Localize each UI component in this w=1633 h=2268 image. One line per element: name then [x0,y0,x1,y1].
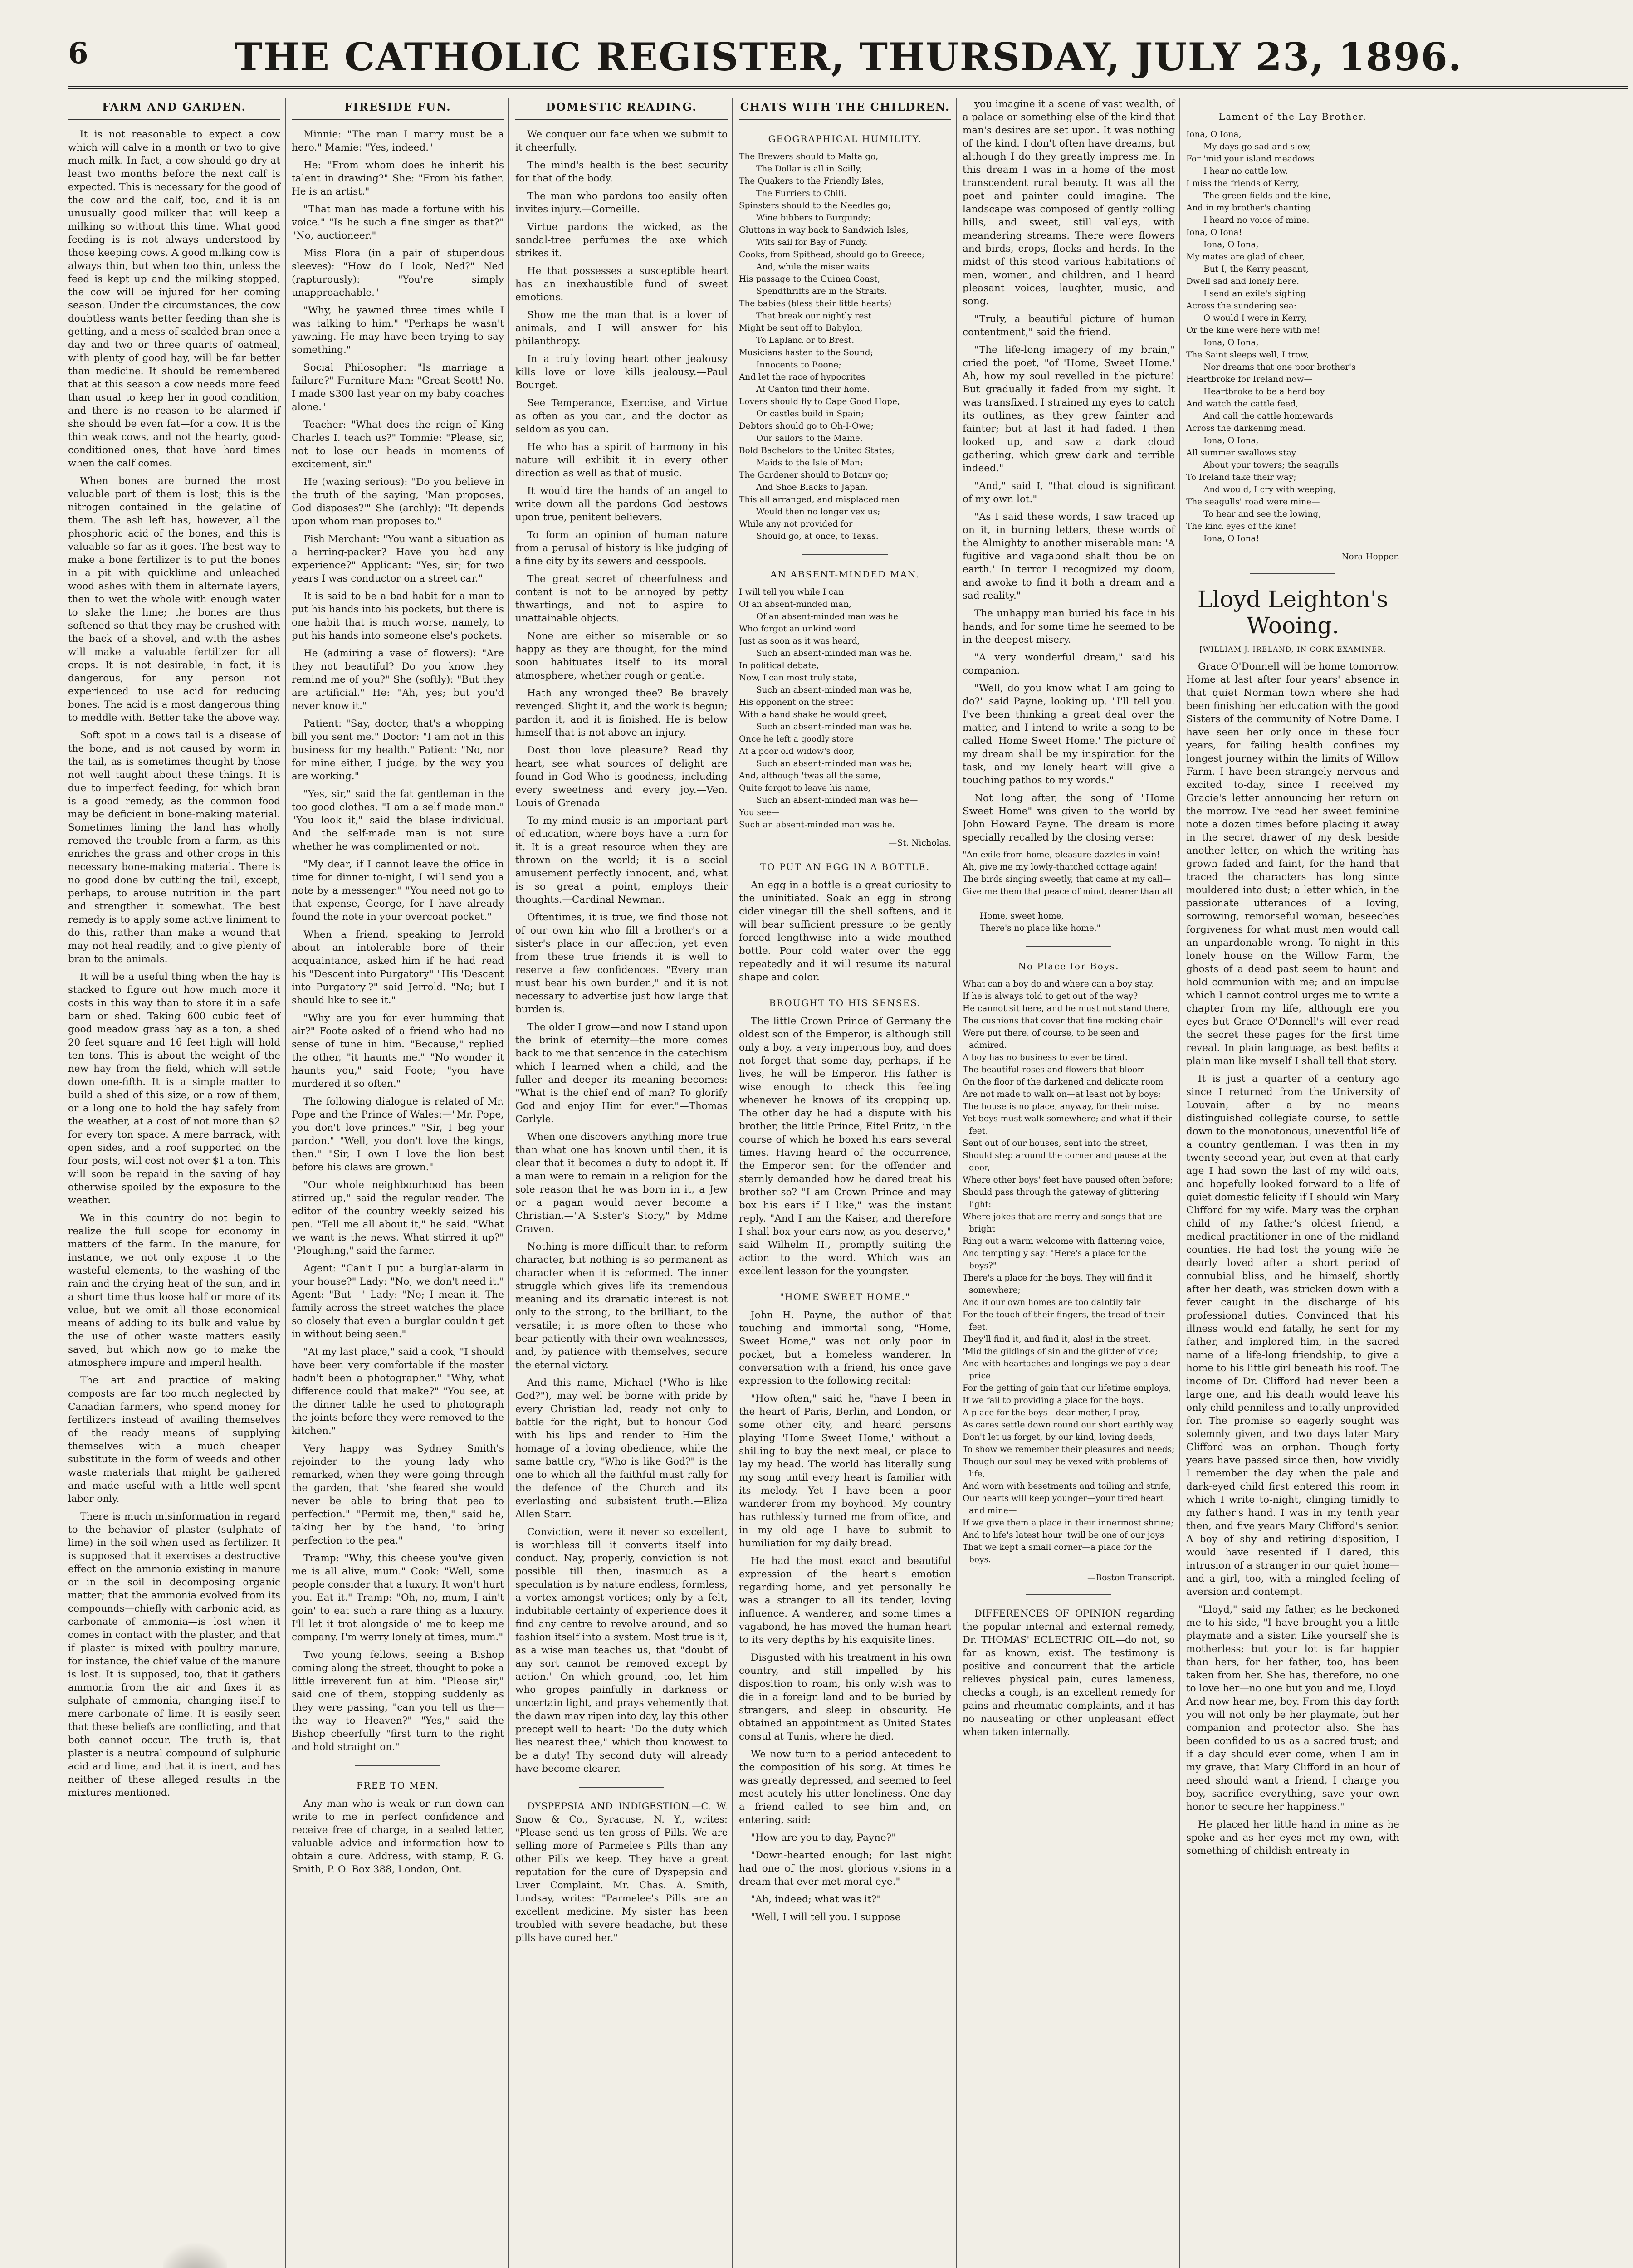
article-paragraph: Disgusted with his treatment in his own country, and still impelled by his disposition to roam, his only wish was to die in a foreign land and to be buried by strangers, and sleep in obscurity. He obtained an appointment as United States consul at Tunis, where he died. [739,1652,951,1742]
article-paragraph: To form an opinion of human nature from a perusal of history is like judging of a fine city by its sewers and cesspools. [515,529,728,567]
poem-line: Iona, O Iona, [1186,130,1242,139]
article-paragraph: It is said to be a bad habit for a man to put his hands into his pockets, but there is one habit that is much worse, namely, to put his hands into someone else's pockets. [292,591,504,641]
poem-line: Were put there, of course, to be seen and admired. [963,1028,1139,1050]
poem-line: Such an absent-minded man was he. [739,820,895,830]
article-paragraph: When a friend, speaking to Jerrold about an intolerable bore of their acquaintance, asked him if he had read his "Descent into Purgatory" "His 'Descent into Purgatory'?" said Jerrold. "No; but I should like to see it." [292,929,504,1006]
poem-line: But I, the Kerry peasant, [1203,264,1309,274]
page-number: 6 [68,36,88,70]
column-farm-and-garden [68,98,286,2268]
article-paragraph: The older I grow—and now I stand upon the brink of eternity—the more comes back to me that sentence in the catechism which I learned when a child, and the fuller and deeper its meaning becomes: "What is the chief end of man? To glorify God and enjoy Him for ever."—Thomas Carlyle. [515,1022,728,1125]
article-paragraph: We conquer our fate when we submit to it cheerfully. [515,129,728,153]
poem-title: GEOGRAPHICAL HUMILITY. [768,133,922,144]
poem-title: No Place for Boys. [1018,961,1120,972]
poem-line: They'll find it, and find it, alas! in the street, [963,1334,1151,1344]
poem-line: And, while the miser waits [756,262,870,272]
poem-line: Yet boys must walk somewhere; and what if their feet, [963,1114,1173,1136]
poem-line: The babies (bless their little hearts) [739,299,892,308]
article-paragraph: It will be a useful thing when the hay is stacked to figure out how much more it costs in this way than to store it in a safe barn or shed. Taking 600 cubic feet of good meadow grass hay as a ton, a shed 20 feet square and 16 feet high will hold ten tons. This is about the weight of the new hay from the field, which will settle down one-fifth. It is a simple matter to build a shed of this size, or a row of them, or a long one to hold the hay safely from the weather, at a cost of not more than $2 for every ton space. A mere barrack, with open sides, and a roof supported on the four posts, will cost not over $1 a ton. This will soon be repaid in the saving of hay otherwise spoiled by the exposure to the weather. [68,971,280,1206]
article-paragraph: Minnie: "The man I marry must be a hero." Mamie: "Yes, indeed." [292,129,504,153]
article-paragraph: "Why are you for ever humming that air?" Foote asked of a friend who had no sense of tune in him. "Because," replied the other, "it haunts me." "No wonder it haunts you," said Foote; "you have murdered it so often." [292,1012,504,1090]
poem-line: What can a boy do and where can a boy stay, [963,979,1154,989]
poem-line: Wine bibbers to Burgundy; [756,213,871,223]
sub-heading: FREE TO MEN. [356,1780,440,1791]
poem-line: Iona, O Iona! [1186,228,1242,237]
poem-line: Of an absent-minded man was he [756,612,898,621]
divider [1250,573,1335,574]
poem-line: I miss the friends of Kerry, [1186,179,1300,188]
poem-line: Such an absent-minded man was he, [756,685,912,695]
poem-line: Iona, O Iona, [1203,338,1259,347]
article-paragraph: Virtue pardons the wicked, as the sandal-tree perfumes the axe which strikes it. [515,221,728,259]
poem-line: I hear no cattle low. [1203,166,1288,176]
poem-line: O would I were in Kerry, [1203,313,1307,323]
column-fireside-fun [292,98,509,2268]
article-paragraph: Hath any wronged thee? Be bravely revenged. Slight it, and the work is begun; pardon it, and it is finished. He is below himself that is not above an injury. [515,688,728,738]
poem-line: My mates are glad of cheer, [1186,252,1305,262]
poem-line: Debtors should go to Oh-I-Owe; [739,421,874,431]
story-title: Lloyd Leighton's Wooing. [1197,586,1389,639]
divider [802,554,887,555]
poem-line: Where other boys' feet have paused often before; [963,1175,1173,1185]
article-body [515,128,728,1775]
poem-line: Should step around the corner and pause at the door, [963,1151,1167,1173]
divider [355,1765,440,1766]
poem-line: That we kept a small corner—a place for the boys. [963,1543,1152,1564]
poem-line: To Ireland take their way; [1186,473,1296,482]
article-paragraph: And this name, Michael ("Who is like God?"), may well be borne with pride by every Christian lad, ready not only to battle for the right, but to honour God with his lips and render to Him the homage of a loving obedience, while the same battle cry, "Who is like God?" is the one to which all the faithful must rally for the defence of the Church and its everlasting and subsistent truth.—Eliza Allen Starr. [515,1377,728,1520]
column-lament-and-story [1186,98,1404,2268]
poem-line: And worn with besetments and toiling and strife, [963,1481,1172,1491]
article-body [292,128,504,1754]
article-body [1186,660,1399,1857]
article-paragraph: The man who pardons too easily often invites injury.—Corneille. [515,191,728,215]
article-paragraph: To my mind music is an important part of education, where boys have a turn for it. It is a great resource when they are thrown on the world; it is a social amusement perfectly innocent, and, what is so great a point, employs their thoughts.—Cardinal Newman. [515,815,728,905]
poem-line: Or the kine were here with me! [1186,326,1320,335]
poem-line: The cushions that cover that fine rocking chair [963,1016,1163,1026]
poem-line: The seagulls' road were mine— [1186,497,1320,507]
poem-line: For the getting of gain that our lifetime employs, [963,1383,1171,1393]
article-paragraph: Oftentimes, it is true, we find those not of our own kin who fill a brother's or a sister's place in our affection, yet even from these true friends it is well to reserve a few confidences. "Every man must bear his own burden," and it is not necessary to advertise just how large that burden is. [515,912,728,1015]
section-heading: DOMESTIC READING. [515,98,728,120]
article-paragraph: "Our whole neighbourhood has been stirred up," said the regular reader. The editor of the country weekly seized his pen. "Tell me all about it," he said. "What we want is the news. What stirred it up?" "Ploughing," said the farmer. [292,1179,504,1256]
column-home-sweet-home-cont [963,98,1180,2268]
poem-line: Across the darkening mead. [1186,424,1306,433]
poem-line: And with heartaches and longings we pay a dear price [963,1359,1170,1381]
poem-line: About your towers; the seagulls [1203,460,1339,470]
poem-line: Ring out a warm welcome with flattering voice, [963,1237,1165,1246]
article-paragraph: Tramp: "Why, this cheese you've given me is all alive, mum." Cook: "Well, some people consider that a luxury. It won't hurt you. Eat it." Tramp: "Oh, no, mum, I ain't goin' to eat such a rare thing as a luxury. I'll let it trot alongside o' me to keep me company. I'm werry lonely at times, mum." [292,1553,504,1643]
article-paragraph: Fish Merchant: "You want a situation as a herring-packer? Have you had any experience?" Applicant: "Yes, sir; for two years I was conductor on a street car." [292,533,504,584]
poem-line: The kind eyes of the kine! [1186,522,1297,531]
poem-line: There's no place like home." [980,924,1101,933]
article-paragraph: He (waxing serious): "Do you believe in the truth of the saying, 'Man proposes, God disposes?'" She (archly): "It depends upon whom man proposes to." [292,476,504,527]
poem-line: The birds singing sweetly, that came at my call— [963,875,1171,884]
poem-line: Where jokes that are merry and songs that are bright [963,1212,1162,1234]
article-paragraph: He (admiring a vase of flowers): "Are they not beautiful? Do you know they remind me of you?" She (softly): "But they are artificial." He: "Ah, yes; but you'd never know it." [292,648,504,712]
article-paragraph: The following dialogue is related of Mr. Pope and the Prince of Wales:—"Mr. Pope, you don't love princes." "Sir, I beg your pardon." "Well, you don't love the kings, then." "Sir, I own I love the lion best before his claws are grown." [292,1096,504,1173]
article-paragraph: He: "From whom does he inherit his talent in drawing?" She: "From his father. He is an artist." [292,160,504,197]
poem-line: At a poor old widow's door, [739,747,855,756]
column-domestic-reading [515,98,733,2268]
poem-line: All summer swallows stay [1186,448,1296,458]
poem-line: Give me them that peace of mind, dearer than all— [963,887,1173,909]
poem-line: Dwell sad and lonely here. [1186,277,1299,286]
article-paragraph: "Truly, a beautiful picture of human contentment," said the friend. [963,313,1175,338]
poem-line: Nor dreams that one poor brother's [1203,362,1356,372]
poem [963,978,1175,1566]
sub-heading: "HOME SWEET HOME." [779,1291,911,1302]
poem-line: While any not provided for [739,519,853,529]
article-paragraph: "A very wonderful dream," said his companion. [963,652,1175,676]
article-paragraph: He placed her little hand in mine as he spoke and as her eyes met my own, with something of childish entreaty in [1186,1819,1399,1857]
poem-line: And in my brother's chanting [1186,203,1311,213]
article-body [963,98,1175,844]
column-chats-with-children [739,98,957,2268]
poem-line: To hear and see the lowing, [1203,509,1321,519]
poem-line: Now, I can most truly state, [739,673,857,683]
poem-line: Musicians hasten to the Sound; [739,348,873,357]
poem-line: Of an absent-minded man, [739,600,851,609]
article-paragraph: "Well, do you know what I am going to do?" said Payne, looking up. "I'll tell you. I've been thinking a great deal over the matter, and I intend to write a song to be called 'Home Sweet Home.' The picture of my dream shall be my inspiration for the task, and my lonely heart will give a touching pathos to my words." [963,683,1175,786]
poem-line: For the touch of their fingers, the tread of their feet, [963,1310,1165,1332]
poem-line: And, although 'twas all the same, [739,771,881,781]
article-paragraph: "As I said these words, I saw traced up on it, in burning letters, these words of the Almighty to another miserable man: 'A fugitive and vagabond shalt thou be on earth.' In terror I recognized my doom, and awoke to find it both a dream and a sad reality." [963,511,1175,601]
poem-line: Once he left a goodly store [739,734,854,744]
divider [579,1787,664,1788]
article-paragraph: The unhappy man buried his face in his hands, and for some time he seemed to be in the deepest misery. [963,608,1175,645]
poem-line: Might be sent off to Babylon, [739,323,863,333]
article-paragraph: There is much misinformation in regard to the behavior of plaster (sulphate of lime) in the soil when used as fertilizer. It is supposed that it exercises a destructive effect on the ammonia existing in manure or in the soil in decomposing organic matter; that the ammonia evolved from its compounds—chiefly with carbonic acid, as carbonate of ammonia—is lost when it comes in contact with the plaster, and that if plaster is mixed with poultry manure, for instance, the chief value of the manure is lost. It is supposed, too, that it gathers ammonia from the air and fixes it as sulphate of ammonia, changing itself to mere carbonate of lime. It is easily seen that these beliefs are conflicting, and that both cannot occur. The truth is, that plaster is a neutral compound of sulphuric acid and lime, and that it is inert, and has neither of these alleged results in the mixtures mentioned. [68,1511,280,1799]
article-paragraph: "At my last place," said a cook, "I should have been very comfortable if the master hadn't been a photographer." "Why, what difference could that make?" "You see, at the dinner table he used to photograph the joints before they were removed to the kitchen." [292,1346,504,1437]
poem-line: If he is always told to get out of the way? [963,992,1138,1001]
poem-line: I heard no voice of mine. [1203,215,1310,225]
poem-line: Bold Bachelors to the United States; [739,446,895,455]
poem-line: Or castles build in Spain; [756,409,864,419]
section-heading: FARM AND GARDEN. [68,98,280,120]
article-paragraph: "My dear, if I cannot leave the office in time for dinner to-night, I will send you a note by a messenger." "You need not go to that expense, George, for I have already found the note in your overcoat pocket." [292,859,504,923]
poem-line: Wits sail for Bay of Fundy. [756,238,868,247]
article-paragraph: Conviction, were it never so excellent, is worthless till it converts itself into conduct. Nay, properly, conviction is not possible till then, inasmuch as a speculation is by nature endless, formless, a vortex amongst vortices; only by a felt, indubitable certainty of experience does it find any centre to revolve around, and so fashion itself into a system. Most true is it, as a wise man teaches us, that "doubt of any sort cannot be removed except by action." On which ground, too, let him who gropes painfully in darkness or uncertain light, and prays vehemently that the dawn may ripen into day, lay this other precept well to heart: "Do the duty which lies nearest thee," which thou knowest to be a duty! Thy second duty will already have become clearer. [515,1526,728,1774]
poem-line: Iona, O Iona, [1203,240,1259,249]
article-paragraph: When one discovers anything more true than what one has known until then, it is clear that it becomes a duty to adopt it. If a man were to remain in a religion for the sole reason that he was born in it, a Jew or a pagan would never become a Christian.—"A Sister's Story," by Mdme Craven. [515,1131,728,1235]
poem-line: As cares settle down round our short earthly way, [963,1420,1175,1430]
article-paragraph: Agent: "Can't I put a burglar-alarm in your house?" Lady: "No; we don't need it." Agent: "But—" Lady: "No; I mean it. The family across the street watches the place so closely that even a burglar couldn't get in without being seen." [292,1263,504,1340]
poem-line: Spinsters should to the Needles go; [739,201,891,210]
article-paragraph: We now turn to a period antecedent to the composition of his song. At times he was greatly depressed, and seemed to feel most acutely his utter loneliness. One day a friend called to see him and, on entering, said: [739,1749,951,1826]
poem-line: And would, I cry with weeping, [1203,485,1336,494]
article-paragraph: Teacher: "What does the reign of King Charles I. teach us?" Tommie: "Please, sir, not to lose our heads in moments of excitement, sir." [292,419,504,470]
poem-line: Iona, O Iona! [1203,534,1260,543]
newspaper-page [68,18,1628,2268]
poem-line: The Gardener should to Botany go; [739,470,889,480]
article-paragraph: "The life-long imagery of my brain," cried the poet, "of 'Home, Sweet Home.' Ah, how my soul revelled in the picture! But gradually it faded from my sight. It was transfixed. I strained my eyes to catch its outlines, as they grew fainter and fainter; but at last it had faded. I then looked up, and saw a dark cloud gathering, which grew dark and terrible indeed." [963,344,1175,474]
article-paragraph: It is just a quarter of a century ago since I returned from the University of Louvain, after a by no means distinguished collegiate course, to settle down to the monotonous, uneventful life of a country gentleman. I was then in my twenty-second year, but even at that early age I had sown the last of my wild oats, and hopefully looked forward to a life of quiet domestic felicity if I should win Mary Clifford for my wife. Mary was the orphan child of my father's oldest friend, a medical practitioner in one of the midland counties. He had lost the young wife he dearly loved after a short period of connubial bliss, and he himself, shortly after her death, was stricken down with a fever caught in the discharge of his professional duties. Convinced that his illness would end fatally, he sent for my father, and implored him, in the sacred name of a life-long friendship, to give a home to his little girl beneath his roof. The income of Dr. Clifford had never been a large one, and his death would leave his only child penniless and totally unprovided for. The promise so eagerly sought was solemnly given, and two days later Mary Clifford was an orphan. Though forty years have passed since then, how vividly I remember the day when the pale and dark-eyed child first entered this room in which I write to-night, clinging timidly to my father's hand. I was in my tenth year then, and five years Mary Clifford's senior. A boy of shy and retiring disposition, I would have resented if I dared, this intrusion of a stranger in our quiet home—and a girl, too, with a mingled feeling of aversion and contempt. [1186,1073,1399,1598]
article-paragraph: The mind's health is the best security for that of the body. [515,160,728,184]
poem-line: The Saint sleeps well, I trow, [1186,350,1309,360]
article-paragraph: Miss Flora (in a pair of stupendous sleeves): "How do I look, Ned?" Ned (rapturously): "You're simply unapproachable." [292,248,504,298]
poem-line: At Canton find their home. [756,385,870,394]
poem-line: For 'mid your island meadows [1186,154,1315,164]
poem-line: Spendthrifts are in the Straits. [756,287,887,296]
poem-line: The green fields and the kine, [1203,191,1331,200]
article-paragraph: Very happy was Sydney Smith's rejoinder to the young lady who remarked, when they were going through the garden, that "she feared she would never be able to bring that pea to perfection." "Permit me, then," said he, taking her by the hand, "to bring perfection to the pea." [292,1443,504,1546]
poem-line: His passage to the Guinea Coast, [739,274,880,284]
article-paragraph: The art and practice of making composts are far too much neglected by Canadian farmers, who spend money for fertilizers instead of availing themselves of the ready means of supplying themselves with a much cheaper substitute in the form of weeds and other waste materials that might be gathered and made useful with a little well-spent labor only. [68,1375,280,1505]
poem-signature: —Nora Hopper. [1333,552,1399,562]
poem-line: Quite forgot to leave his name, [739,783,871,793]
article-paragraph: An egg in a bottle is a great curiosity to the uninitiated. Soak an egg in strong cider vinegar till the shell softens, and it will bear sufficient pressure to be gently forced lengthwise into a wide mouthed bottle. Pour cold water over the egg repeatedly and it will resume its natural shape and color. [739,880,951,983]
newspaper-title: THE CATHOLIC REGISTER, THURSDAY, JULY 23, 1896. [234,34,1462,79]
article-paragraph: Grace O'Donnell will be home tomorrow. Home at last after four years' absence in that quiet Norman town where she had been finishing her education with the good Sisters of the community of Notre Dame. I have seen her only once in these four years, for failing health confines my longest journey within the limits of Willow Farm. I have been strangely nervous and excited to-day, since I received my Gracie's letter announcing her return on the morrow. I've read her sweet feminine note a dozen times before placing it away in the secret drawer of my desk beside another letter, on which the writing has grown faded and faint, for the hand that traced the characters has long since mouldered into dust; a letter which, in the passionate utterances of a loving, sorrowing, remorseful woman, beseeches forgiveness for what must men would call an unpardonable wrong. To-night in this lonely house on the Willow Farm, the ghosts of a dead past seem to haunt and hold communion with me; and an impulse which I cannot control urges me to write a chapter from my life, although ere you eyes but Grace O'Donnell's will ever read the secret these pages for the first time reveal. In plain language, as best befits a plain man like myself I shall tell that story. [1186,661,1399,1067]
poem-line: Such an absent-minded man was he. [756,722,912,732]
article-paragraph: The little Crown Prince of Germany the oldest son of the Emperor, is although still only a boy, a very imperious boy, and does not forget that some day, perhaps, if he lives, he will be Emperor. His father is wise enough to check this feeling whenever he knows of its cropping up. The other day he had a dispute with his brother, the little Prince, Eitel Fritz, in the course of which he boxed his ears several times. Having heard of the occurrence, the Emperor sent for the offender and sternly demanded how he dared treat his brother so? "I am Crown Prince and may box his ears if I like," was the instant reply. "And I am the Kaiser, and therefore I shall box your ears now, as you deserve," said Wilhelm II., promptly suiting the action to the word. Which was an excellent lesson for the youngster. [739,1016,951,1277]
poem-line: The Quakers to the Friendly Isles, [739,176,884,186]
poem-line: The Brewers should to Malta go, [739,152,879,161]
poem-line: And Shoe Blacks to Japan. [756,483,868,492]
article-paragraph: "Ah, indeed; what was it?" [751,1894,881,1905]
poem-line: The house is no place, anyway, for their noise. [963,1102,1159,1111]
article-paragraph: Soft spot in a cows tail is a disease of the bone, and is not caused by worm in the tail, as is sometimes thought by those not well taught about these things. It is due to imperfect feeding, for which bran is a good remedy, as the common food may be deficient in bone-making material. Sometimes liming the land has wholly removed the trouble from a farm, as this enriches the grass and other crops in this necessary bone-making material. There is no good done by cutting the tail, except, perhaps, to arouse nutrition in the part and strengthen it somewhat. The best remedy is to apply some active liniment to do this, rather than make a wound that may not heal readily, and to give plenty of bran to the animals. [68,730,280,965]
article-paragraph: "Why, he yawned three times while I was talking to him." "Perhaps he wasn't yawning. He may have been trying to say something." [292,305,504,356]
poem-signature: —St. Nicholas. [888,838,951,848]
poem [739,151,951,543]
article-paragraph: "Lloyd," said my father, as he beckoned me to his side, "I have brought you a little playmate and a sister. Like yourself she is motherless; but your lot is far happier than hers, for her father, too, has been taken from her. She has, therefore, no one to love her—no one but you and me, Lloyd. And now hear me, boy. From this day forth you will not only be her playmate, but her companion and protector also. She has been confided to us as a sacred trust; and if a day should ever come, when I am in my grave, that Mary Clifford in an hour of need should want a friend, I charge you boy, sacrifice everything, save your own honor to secure her happiness." [1186,1604,1399,1813]
poem-line: This all arranged, and misplaced men [739,495,900,504]
columns [68,98,1628,2268]
article-paragraph: In a truly loving heart other jealousy kills love or love kills jealousy.—Paul Bourget. [515,353,728,391]
poem-line: Who forgot an unkind word [739,624,856,634]
poem-line: Our sailors to the Maine. [756,434,863,443]
poem-line: Cooks, from Spithead, should go to Greece; [739,250,924,259]
poem-line: Our hearts will keep younger—your tired heart and mine— [963,1494,1164,1515]
poem-title: AN ABSENT-MINDED MAN. [770,569,920,580]
article-paragraph: Two young fellows, seeing a Bishop coming along the street, thought to poke a little irreverent fun at him. "Please sir," said one of them, stopping suddenly as they were passing, "can you tell us the—the way to Heaven?" "Yes," said the Bishop cheerfully "first turn to the right and hold straight on." [292,1649,504,1753]
article-body [68,128,280,1799]
article-paragraph: "How are you to-day, Payne?" [751,1832,896,1843]
poem-line: Innocents to Boone; [756,360,841,370]
divider [1026,946,1111,947]
article-paragraph: "That man has made a fortune with his voice." "Is he such a fine singer as that?" "No, auctioneer." [292,204,504,241]
section-heading: CHATS WITH THE CHILDREN. [739,98,951,120]
poem-line: And to life's latest hour 'twill be one of our joys [963,1530,1164,1540]
poem-line: He cannot sit here, and he must not stand there, [963,1004,1170,1013]
sub-heading: BROUGHT TO HIS SENSES. [769,997,921,1008]
poem-line: And temptingly say: "Here's a place for the boys?" [963,1249,1146,1271]
poem-line: With a hand shake he would greet, [739,710,887,719]
poem-signature: —Boston Transcript. [1087,1573,1175,1583]
article-paragraph: Not long after, the song of "Home Sweet Home" was given to the world by John Howard Payne. The dream is more specially recalled by the closing verse: [963,792,1175,843]
poem-line: And if our own homes are too daintily fair [963,1298,1141,1307]
article-paragraph: It is not reasonable to expect a cow which will calve in a month or two to give much milk. In fact, a cow should go dry at least two months before the next calf is expected. This is necessary for the good of the cow and the calf, too, and it is an unusually good milker that will keep a milking so without this time. What good feeding is is not always understood by those keeping cows. A good milking cow is always thin, but when too thin, unless the feed is kept up and the milking stopped, the cow will be injured for her coming season. Under the circumstances, the cow doubtless wants better feeding than she is getting, and a mess of scalded bran once a day and two or three quarts of oatmeal, with plenty of good hay, will be far better than medicine. It should be remembered that at this season a cow needs more feed than usual to keep her in good condition, and there is no reason to be alarmed if she should be even fat—for a cow. It is the thin weak cows, and not the hearty, good-conditioned ones, that have hard times when the calf comes. [68,129,280,469]
poem-line: His opponent on the street [739,698,853,707]
poem-line: Such an absent-minded man was he. [756,649,912,658]
section-heading: FIRESIDE FUN. [292,98,504,120]
poem-line: I send an exile's sighing [1203,289,1306,298]
advertisement-text: Any man who is weak or run down can write to me in perfect confidence and receive free of charge, in a sealed letter, valuable advice and information how to obtain a cure. Address, with stamp, F. G. Smith, P. O. Box 388, London, Ont. [292,1798,504,1875]
article-paragraph: When bones are burned the most valuable part of them is lost; this is the nitrogen contained in the gelatine of them. The ash left has, however, all the phosphoric acid of the bones, and this is valuable so far as it goes. The best way to make a bone fertilizer is to put the bones in a pit with quicklime and unleached wood ashes with them in alternate layers, then to wet the whole with enough water to slake the lime; the bones are thus softened so that they may be crushed with the back of a shovel, and with the ashes will make a valuable fertilizer for all crops. It is not desirable, in fact, it is dangerous, for any person not experienced to use acid for reducing bones. The acid is a most dangerous thing to meddle with. Better take the above way. [68,475,280,723]
poem-line: To show we remember their pleasures and needs; [963,1445,1175,1454]
poem-line: Home, sweet home, [980,911,1064,921]
song-verse [963,849,1175,934]
poem-line: Should pass through the gateway of glittering light: [963,1188,1159,1209]
article-paragraph: He that possesses a susceptible heart has an inexhaustible fund of sweet emotions. [515,265,728,303]
poem-line: If we give them a place in their innermost shrine; [963,1518,1174,1528]
poem-line: If we fail to providing a place for the boys. [963,1396,1144,1405]
article-paragraph: "And," said I, "that cloud is significant of my own lot." [963,480,1175,505]
poem-line: Don't let us forget, by our kind, loving deeds, [963,1432,1156,1442]
article-paragraph: The great secret of cheerfulness and content is not to be annoyed by petty thwartings, and not to aspire to unattainable objects. [515,573,728,624]
poem-line: Gluttons in way back to Sandwich Isles, [739,225,909,235]
poem-line: To Lapland or to Brest. [756,336,855,345]
poem-line: That break our nightly rest [756,311,872,321]
poem-line: A boy has no business to ever be tired. [963,1053,1128,1062]
poem-line: Heartbroke for Ireland now— [1186,375,1313,384]
article-paragraph: John H. Payne, the author of that touching and immortal song, "Home, Sweet Home," was not only poor in pocket, but a homeless wanderer. In conversation with a friend, his once gave expression to the following recital: [739,1310,951,1387]
poem-line: "An exile from home, pleasure dazzles in vain! [963,850,1160,860]
poem-line: Are not made to walk on—at least not by boys; [963,1090,1161,1099]
poem-line: Such an absent-minded man was he; [756,759,913,768]
poem-line: I will tell you while I can [739,587,844,597]
article-paragraph: We in this country do not begin to realize the full scope for economy in matters of the farm. In the manure, for instance, we not only expose it to the wasteful elements, to the washing of the rain and the drying heat of the sun, and in a short time thus loose half or more of its value, but we omit all those economical means of adding to its bulk and value by the use of other waste matters easily saved, but which now go to make the atmosphere impure and imperil health. [68,1212,280,1369]
article-body [739,1309,951,1924]
advertisement-text: DYSPEPSIA AND INDIGESTION.—C. W. Snow & Co., Syracuse, N. Y., writes: "Please send us ten gross of Pills. We are selling more of Parmelee's Pills than any other Pills we keep. They have a great reputation for the cure of Dyspepsia and Liver Complaint. Mr. Chas. A. Smith, Lindsay, writes: "Parmelee's Pills are an excellent medicine. My sister has been troubled with severe headache, but these pills have cured her." [515,1801,728,1943]
divider [1026,1594,1111,1595]
article-paragraph: "Well, I will tell you. I suppose [751,1911,901,1923]
poem-line: Would then no longer vex us; [756,507,880,517]
article-paragraph: Social Philosopher: "Is marriage a failure?" Furniture Man: "Great Scott! No. I made $300 last year on my baby coaches alone." [292,362,504,413]
poem-line: My days go sad and slow, [1203,142,1311,152]
poem-line: Though our soul may be vexed with problems of life, [963,1457,1168,1479]
poem-line: There's a place for the boys. They will find it somewhere; [963,1273,1153,1295]
poem-line: Heartbroke to be a herd boy [1203,387,1325,396]
article-paragraph: It would tire the hands of an angel to write down all the pardons God bestows upon true, penitent believers. [515,485,728,523]
article-paragraph: Show me the man that is a lover of animals, and I will answer for his philanthropy. [515,309,728,347]
poem-line: The beautiful roses and flowers that bloom [963,1065,1145,1075]
poem-line: The Furriers to Chili. [756,189,846,198]
poem-line: You see— [739,808,780,817]
article-paragraph: "How often," said he, "have I been in the heart of Paris, Berlin, and London, or some other city, and heard persons playing 'Home Sweet Home,' without a shilling to buy the next meal, or place to lay my head. The world has literally sung my song until every heart is familiar with its melody. Yet I have been a poor wanderer from my boyhood. My country has ruthlessly turned me from office, and in my old age I have to submit to humiliation for my daily bread. [739,1393,951,1549]
story-byline: [WILLIAM J. IRELAND, IN CORK EXAMINER. [1199,645,1386,654]
page-stain [163,2236,227,2268]
poem [739,586,951,831]
article-paragraph: None are either so miserable or so happy as they are thought, for the mind soon habituates itself to its moral atmosphere, whether rough or gentle. [515,631,728,681]
advertisement-text: DIFFERENCES OF OPINION regarding the popular internal and external remedy, Dr. THOMAS' ECLECTRIC OIL—do not, so far as known, exist. The testimony is positive and concurrent that the article relieves physical pain, cures lameness, checks a cough, is an excellent remedy for pains and rheumatic complaints, and it has no nauseating or other unpleasant effect when taken internally. [963,1608,1175,1737]
poem-line: Should go, at once, to Texas. [756,532,879,541]
poem-line: And watch the cattle feed, [1186,399,1299,409]
poem-line: In political debate, [739,661,819,670]
poem-line: And let the race of hypocrites [739,372,865,382]
poem-line: Iona, O Iona, [1203,436,1259,445]
article-paragraph: Patient: "Say, doctor, that's a whopping bill you sent me." Doctor: "I am not in this business for my health." Patient: "No, nor for mine either, I judge, by the way you are working." [292,718,504,782]
poem [1186,128,1399,545]
poem-line: Across the sundering sea: [1186,301,1296,311]
poem-line: Such an absent-minded man was he— [756,796,918,805]
poem-line: Sent out of our houses, sent into the street, [963,1139,1148,1148]
poem-line: Lovers should fly to Cape Good Hope, [739,397,900,406]
article-paragraph: Nothing is more difficult than to reform character, but nothing is so permanent as character when it is reformed. The inner struggle which gives life its tremendous meaning and its dramatic interest is not only to the strong, to the brilliant, to the versatile; it is more often to those who bear patiently with their own weaknesses, and, by patience with themselves, secure the eternal victory. [515,1241,728,1371]
poem-line: Ah, give me my lowly-thatched cottage again! [963,862,1158,872]
article-paragraph: "Down-hearted enough; for last night had one of the most glorious visions in a dream that ever met moral eye." [739,1850,951,1887]
poem-line: Maids to the Isle of Man; [756,458,863,468]
poem-title: Lament of the Lay Brother. [1219,111,1367,122]
article-paragraph: See Temperance, Exercise, and Virtue as often as you can, and the doctor as seldom as you can. [515,397,728,435]
article-paragraph: He had the most exact and beautiful expression of the heart's emotion regarding home, and yet personally he was a stranger to all its tender, loving influence. A wanderer, and some times a vagabond, he has moved the human heart to its very depths by his exquisite lines. [739,1555,951,1646]
poem-line: Just as soon as it was heard, [739,636,860,646]
article-paragraph: Dost thou love pleasure? Read thy heart, see what sources of delight are found in God Who is goodness, including every sweetness and every joy.—Ven. Louis of Grenada [515,745,728,809]
poem-line: A place for the boys—dear mother, I pray, [963,1408,1140,1418]
masthead [68,18,1628,89]
poem-line: And call the cattle homewards [1203,411,1333,421]
article-paragraph: "Yes, sir," said the fat gentleman in the too good clothes, "I am a self made man." "You look it," said the blase individual. And the self-made man is not sure whether he was complimented or not. [292,788,504,852]
article-paragraph: He who has a spirit of harmony in his nature will exhibit it in every other direction as well as that of music. [515,441,728,479]
sub-heading: TO PUT AN EGG IN A BOTTLE. [760,861,930,872]
article-paragraph: you imagine it a scene of vast wealth, of a palace or something else of the kind that man's desires are set upon. It was nothing of the kind. I don't often have dreams, but although I do they greatly impress me. In this dream I was in a home of the most transcendent rural beauty. It was all the poet and painter could imagine. The landscape was composed of gently rolling hills, and sweet, still valleys, with meandering streams. There were flowers and birds, crops, flocks and herds. In the midst of this stood various habitations of men, women, and children, and I heard pleasant voices, laughter, music, and song. [963,98,1175,307]
poem-line: The Dollar is all in Scilly, [756,164,862,174]
poem-line: On the floor of the darkened and delicate room [963,1077,1164,1087]
poem-line: 'Mid the gildings of sin and the glitter of vice; [963,1347,1158,1356]
